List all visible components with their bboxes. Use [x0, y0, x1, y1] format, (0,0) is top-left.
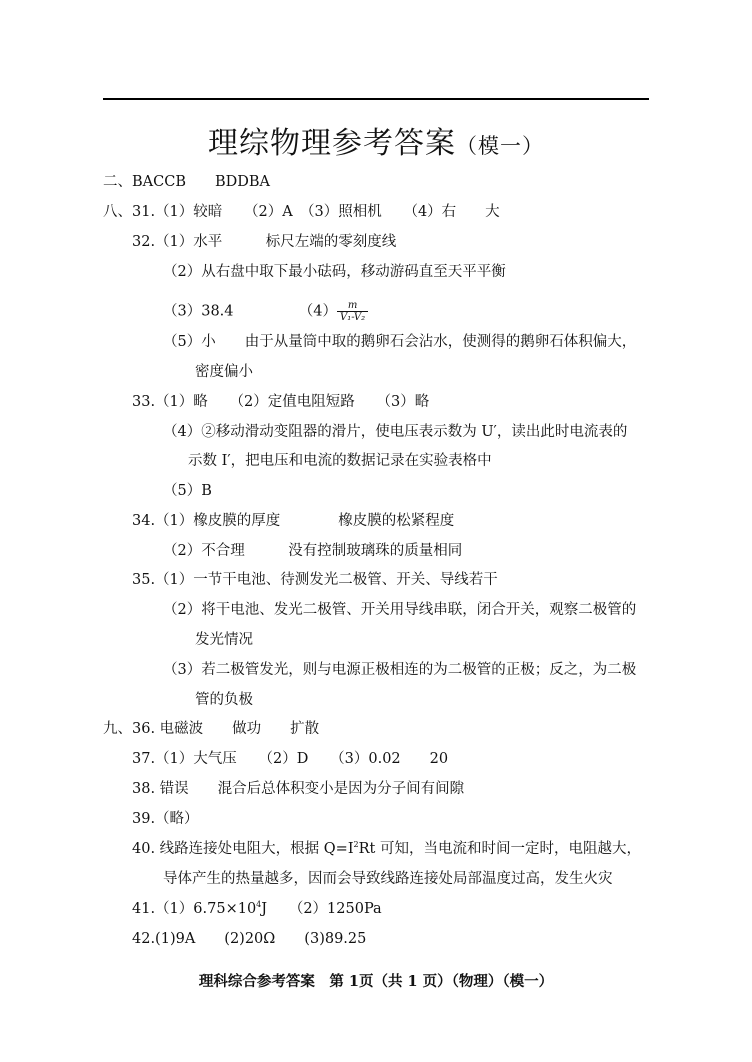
answer-line-40-cont: 导体产生的热量越多，因而会导致线路连接处局部温度过高，发生火灾 — [163, 871, 613, 887]
answer-line-33-4-cont: 示数 I′，把电压和电流的数据记录在实验表格中 — [188, 453, 492, 469]
answer-line-32-3 — [163, 300, 368, 323]
answer-line-section-2: 二、BACCB BDDBA — [103, 174, 271, 190]
density-fraction — [337, 300, 368, 323]
answer-line-35-1: 35.（1）一节干电池、待测发光二极管、开关、导线若干 — [132, 572, 498, 588]
answer-41-superscript: 4 — [256, 900, 262, 910]
answer-line-34-2: （2）不合理 没有控制玻璃珠的质量相同 — [163, 543, 463, 559]
answer-40-superscript: 2 — [353, 840, 359, 850]
answer-line-32-5: （5）小 由于从量筒中取的鹅卵石会沾水，使测得的鹅卵石体积偏大， — [163, 334, 637, 350]
answer-line-39: 39.（略） — [132, 811, 199, 827]
top-rule — [103, 98, 649, 100]
fraction-numerator: m — [347, 300, 358, 311]
answer-line-33-1: 33.（1）略 （2）定值电阻短路 （3）略 — [132, 394, 430, 410]
answer-line-40 — [132, 839, 641, 859]
answer-line-38: 38. 错误 混合后总体积变小是因为分子间有间隙 — [132, 781, 465, 797]
answer-line-37: 37.（1）大气压 （2）D （3）0.02 20 — [132, 751, 449, 767]
answer-line-36: 九、36. 电磁波 做功 扩散 — [103, 721, 320, 737]
answer-40-text-b: Rt 可知，当电流和时间一定时，电阻越大， — [358, 841, 641, 857]
title-main: 理综物理参考答案 — [208, 126, 456, 161]
answer-line-33-4: （4）②移动滑动变阻器的滑片，使电压表示数为 U′，读出此时电流表的 — [163, 424, 628, 440]
answer-line-32-5-cont: 密度偏小 — [195, 364, 253, 380]
answer-41-text-a: 41.（1）6.75×10 — [132, 901, 257, 917]
answer-line-41 — [132, 899, 382, 919]
page-title — [0, 118, 752, 162]
answer-line-32-1: 32.（1）水平 标尺左端的零刻度线 — [132, 234, 397, 250]
answer-line-35-3-cont: 管的负极 — [195, 692, 253, 708]
answer-32-3-text: （3）38.4 （4） — [163, 303, 337, 320]
answer-40-text-a: 40. 线路连接处电阻大，根据 Q=I — [132, 841, 354, 857]
page-footer: 理科综合参考答案 第 1页（共 1 页）（物理）（模一） — [198, 973, 554, 990]
answer-line-31: 八、31.（1）较暗 （2）A （3）照相机 （4）右 大 — [103, 204, 500, 220]
answer-line-33-5: （5）B — [163, 483, 212, 499]
answer-line-32-2: （2）从右盘中取下最小砝码，移动游码直至天平平衡 — [163, 264, 506, 280]
answer-line-42: 42.(1)9A (2)20Ω (3)89.25 — [132, 931, 367, 947]
title-suffix: （模一） — [456, 134, 544, 158]
answer-line-35-3: （3）若二极管发光，则与电源正极相连的为二极管的正极；反之，为二极 — [163, 662, 637, 678]
answer-line-35-2-cont: 发光情况 — [195, 632, 253, 648]
fraction-denominator: V₁-V₂ — [337, 311, 368, 323]
answer-line-34-1: 34.（1）橡皮膜的厚度 橡皮膜的松紧程度 — [132, 513, 455, 529]
answer-line-35-2: （2）将干电池、发光二极管、开关用导线串联，闭合开关，观察二极管的 — [163, 602, 637, 618]
answer-41-text-b: J （2）1250Pa — [261, 901, 382, 917]
